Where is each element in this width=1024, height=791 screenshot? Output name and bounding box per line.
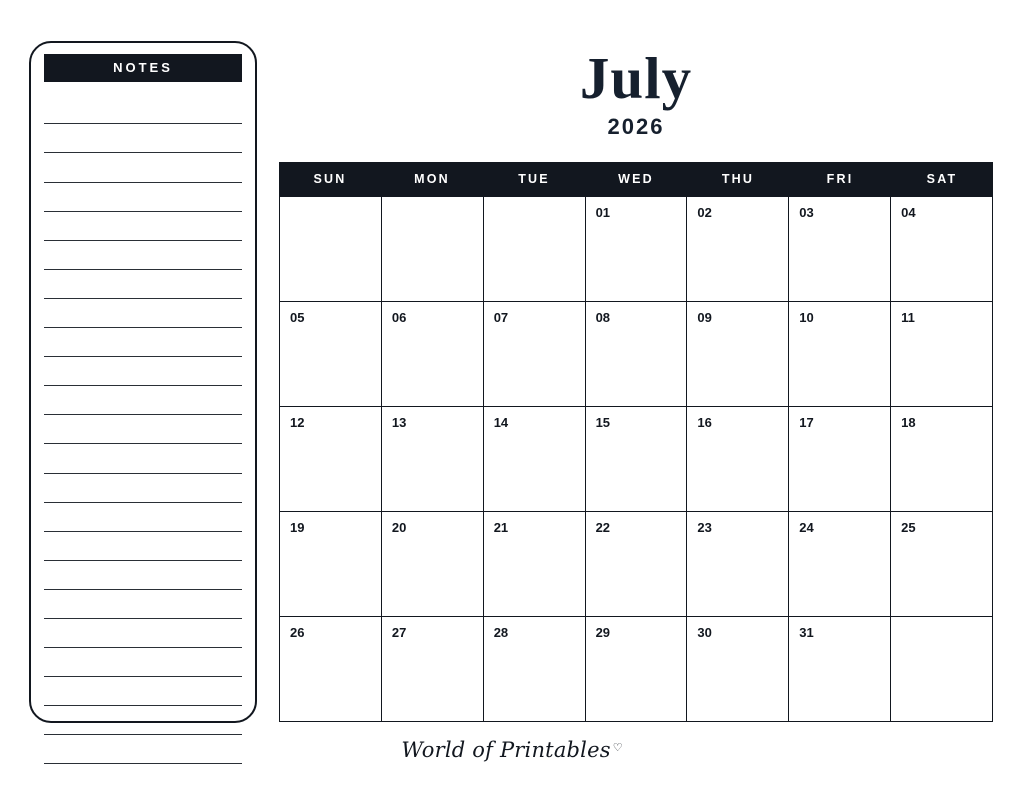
day-cell-01[interactable]: 01 [586,197,688,302]
day-cell-26[interactable]: 26 [280,617,382,722]
note-line[interactable] [44,474,242,503]
day-cell-03[interactable]: 03 [789,197,891,302]
note-line[interactable] [44,706,242,735]
day-cell-06[interactable]: 06 [382,302,484,407]
notes-title: NOTES [44,54,242,82]
note-line[interactable] [44,619,242,648]
day-cell-31[interactable]: 31 [789,617,891,722]
day-cell-empty[interactable] [382,197,484,302]
note-line[interactable] [44,648,242,677]
day-cell-19[interactable]: 19 [280,512,382,617]
day-cell-21[interactable]: 21 [484,512,586,617]
note-line[interactable] [44,299,242,328]
note-line[interactable] [44,241,242,270]
note-line[interactable] [44,153,242,182]
notes-lines[interactable] [44,95,242,764]
day-cell-08[interactable]: 08 [586,302,688,407]
note-line[interactable] [44,444,242,473]
note-line[interactable] [44,212,242,241]
day-cell-04[interactable]: 04 [891,197,993,302]
day-cell-05[interactable]: 05 [280,302,382,407]
weekday-header [279,162,993,196]
day-cell-29[interactable]: 29 [586,617,688,722]
weekday-sat: SAT [926,172,958,186]
day-cell-02[interactable]: 02 [687,197,789,302]
note-line[interactable] [44,503,242,532]
day-cell-11[interactable]: 11 [891,302,993,407]
day-cell-18[interactable]: 18 [891,407,993,512]
note-line[interactable] [44,561,242,590]
brand-name: World of Printables [401,738,611,762]
day-cell-28[interactable]: 28 [484,617,586,722]
note-line[interactable] [44,590,242,619]
day-cell-20[interactable]: 20 [382,512,484,617]
day-cell-24[interactable]: 24 [789,512,891,617]
day-cell-13[interactable]: 13 [382,407,484,512]
year-label: 2026 [607,114,665,139]
day-cell-25[interactable]: 25 [891,512,993,617]
day-cell-14[interactable]: 14 [484,407,586,512]
weekday-fri: FRI [826,172,854,186]
weekday-tue: TUE [518,172,550,186]
day-cell-27[interactable]: 27 [382,617,484,722]
day-cell-23[interactable]: 23 [687,512,789,617]
calendar [279,41,993,722]
weekday-thu: THU [721,172,755,186]
footer [0,738,1024,762]
day-cell-07[interactable]: 07 [484,302,586,407]
note-line[interactable] [44,270,242,299]
note-line[interactable] [44,677,242,706]
day-cell-09[interactable]: 09 [687,302,789,407]
weekday-mon: MON [414,172,450,186]
note-line[interactable] [44,386,242,415]
day-cell-12[interactable]: 12 [280,407,382,512]
day-cell-10[interactable]: 10 [789,302,891,407]
month-title: July [579,45,693,111]
note-line[interactable] [44,357,242,386]
weekday-wed: WED [618,172,654,186]
note-line[interactable] [44,183,242,212]
day-cell-22[interactable]: 22 [586,512,688,617]
note-line[interactable] [44,124,242,153]
day-cell-15[interactable]: 15 [586,407,688,512]
day-cell-30[interactable]: 30 [687,617,789,722]
notes-panel [29,41,257,723]
day-cell-empty[interactable] [484,197,586,302]
day-cell-17[interactable]: 17 [789,407,891,512]
note-line[interactable] [44,328,242,357]
note-line[interactable] [44,95,242,124]
heart-icon: ♡ [612,742,623,754]
note-line[interactable] [44,415,242,444]
day-cell-16[interactable]: 16 [687,407,789,512]
day-cell-empty[interactable] [280,197,382,302]
calendar-grid [279,196,993,722]
weekday-sun: SUN [313,172,347,186]
note-line[interactable] [44,532,242,561]
day-cell-empty[interactable] [891,617,993,722]
